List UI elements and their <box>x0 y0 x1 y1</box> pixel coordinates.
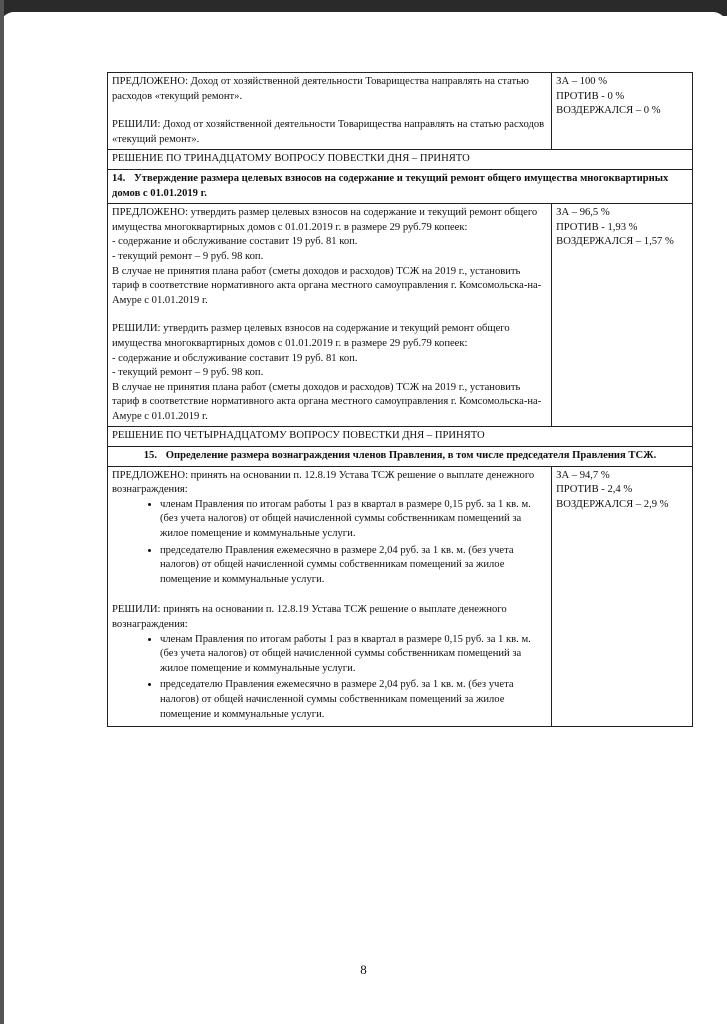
q14-number: 14. <box>112 172 126 184</box>
q13-row <box>108 73 693 150</box>
q14-result: РЕШЕНИЕ ПО ЧЕТЫРНАДЦАТОМУ ВОПРОСУ ПОВЕСТКИ ДНЯ – ПРИНЯТО <box>108 427 693 447</box>
q14-proposed-line: В случае не принятия плана работ (сметы доходов и расходов) ТСЖ на 2019 г., установить тариф в соответствие нормативного акта органа местного самоуправления г. Комсомольска-на-Амуре с 01.01.2019 г. <box>112 265 542 306</box>
list-item: • председателю Правления ежемесячно в размере 2,04 руб. за 1 кв. м. (без учета налогов) от общей начисленной суммы собственникам помещений за жилое помещение и коммунальные услуги. <box>160 678 547 722</box>
list-item: • членам Правления по итогам работы 1 раз в квартал в размере 0,15 руб. за 1 кв. м. (без учета налогов) от общей начисленной суммы собственникам помещений за жилое помещение и коммунальные услуги. <box>160 633 547 677</box>
q13-vote-abstain: ВОЗДЕРЖАЛСЯ – 0 % <box>556 105 661 117</box>
q15-proposed-intro: ПРЕДЛОЖЕНО: принять на основании п. 12.8.19 Устава ТСЖ решение о выплате денежного вознаграждения: <box>112 469 535 496</box>
q15-title: Определение размера вознаграждения членов Правления, в том числе председателя Правления ТСЖ. <box>165 450 657 462</box>
q13-proposed: ПРЕДЛОЖЕНО: Доход от хозяйственной деятельности Товарищества направлять на статью расходов «текущий ремонт». <box>112 76 529 102</box>
q15-vote-for: ЗА – 94,7 % <box>556 469 610 481</box>
q14-vote-abstain: ВОЗДЕРЖАЛСЯ – 1,57 % <box>556 236 674 248</box>
q14-decided-line: РЕШИЛИ: утвердить размер целевых взносов на содержание и текущий ремонт общего имущества многоквартирных домов с 01.01.2019 г. в размере 29 руб.79 копеек: <box>112 323 510 349</box>
q14-title: Утверждение размера целевых взносов на содержание и текущий ремонт общего имущества многоквартирных домов с 01.01.2019 г. <box>112 172 669 199</box>
q14-heading-row <box>108 169 693 203</box>
q15-row <box>108 466 693 727</box>
q15-text-cell <box>108 466 552 727</box>
q15-heading <box>108 447 693 467</box>
q14-decided-line: - текущий ремонт – 9 руб. 98 коп. <box>112 367 264 379</box>
q15-proposed-list <box>112 498 547 588</box>
q14-vote-against: ПРОТИВ - 1,93 % <box>556 221 638 233</box>
q14-proposed-line: ПРЕДЛОЖЕНО: утвердить размер целевых взносов на содержание и текущий ремонт общего имущества многоквартирных домов с 01.01.2019 г. в размере 29 руб.79 копеек: <box>112 207 538 233</box>
q14-decided-line: - содержание и обслуживание составит 19 руб. 81 коп. <box>112 352 358 364</box>
q15-number: 15. <box>143 450 157 462</box>
q13-vote-for: ЗА – 100 % <box>556 76 608 87</box>
q15-decided-intro: РЕШИЛИ: принять на основании п. 12.8.19 Устава ТСЖ решение о выплате денежного вознаграждения: <box>112 604 507 630</box>
q15-vote-abstain: ВОЗДЕРЖАЛСЯ – 2,9 % <box>556 498 669 510</box>
q15-votes-cell <box>552 466 693 727</box>
q14-result-row <box>108 427 693 447</box>
list-item: • членам Правления по итогам работы 1 раз в квартал в размере 0,15 руб. за 1 кв. м. (без учета налогов) от общей начисленной суммы собственникам помещений за жилое помещение и коммунальные услуги. <box>160 498 547 542</box>
q15-decided-list <box>112 633 547 723</box>
q13-decided: РЕШИЛИ: Доход от хозяйственной деятельности Товарищества направлять на статью расходов «текущий ремонт». <box>112 119 545 145</box>
q13-vote-against: ПРОТИВ - 0 % <box>556 90 625 102</box>
q13-votes-cell <box>552 73 693 150</box>
q13-text-cell <box>108 73 552 150</box>
q14-proposed-line: - содержание и обслуживание составит 19 руб. 81 коп. <box>112 236 358 248</box>
protocol-table <box>107 72 693 727</box>
q14-vote-for: ЗА – 96,5 % <box>556 207 610 219</box>
q14-decided-line: В случае не принятия плана работ (сметы доходов и расходов) ТСЖ на 2019 г., установить тариф в соответствие нормативного акта органа местного самоуправления г. Комсомольска-на-Амуре с 01.01.2019 г. <box>112 381 542 422</box>
q14-proposed-line: - текущий ремонт – 9 руб. 98 коп. <box>112 250 264 262</box>
page-number: 8 <box>360 962 367 977</box>
q15-heading-row <box>108 447 693 467</box>
q14-text-cell <box>108 204 552 427</box>
list-item: • председателю Правления ежемесячно в размере 2,04 руб. за 1 кв. м. (без учета налогов) от общей начисленной суммы собственникам помещений за жилое помещение и коммунальные услуги. <box>160 544 547 588</box>
q14-votes-cell <box>552 204 693 427</box>
q13-result: РЕШЕНИЕ ПО ТРИНАДЦАТОМУ ВОПРОСУ ПОВЕСТКИ ДНЯ – ПРИНЯТО <box>108 150 693 170</box>
q14-heading <box>108 169 693 203</box>
q14-row <box>108 204 693 427</box>
q13-result-row <box>108 150 693 170</box>
q15-vote-against: ПРОТИВ - 2,4 % <box>556 484 633 496</box>
